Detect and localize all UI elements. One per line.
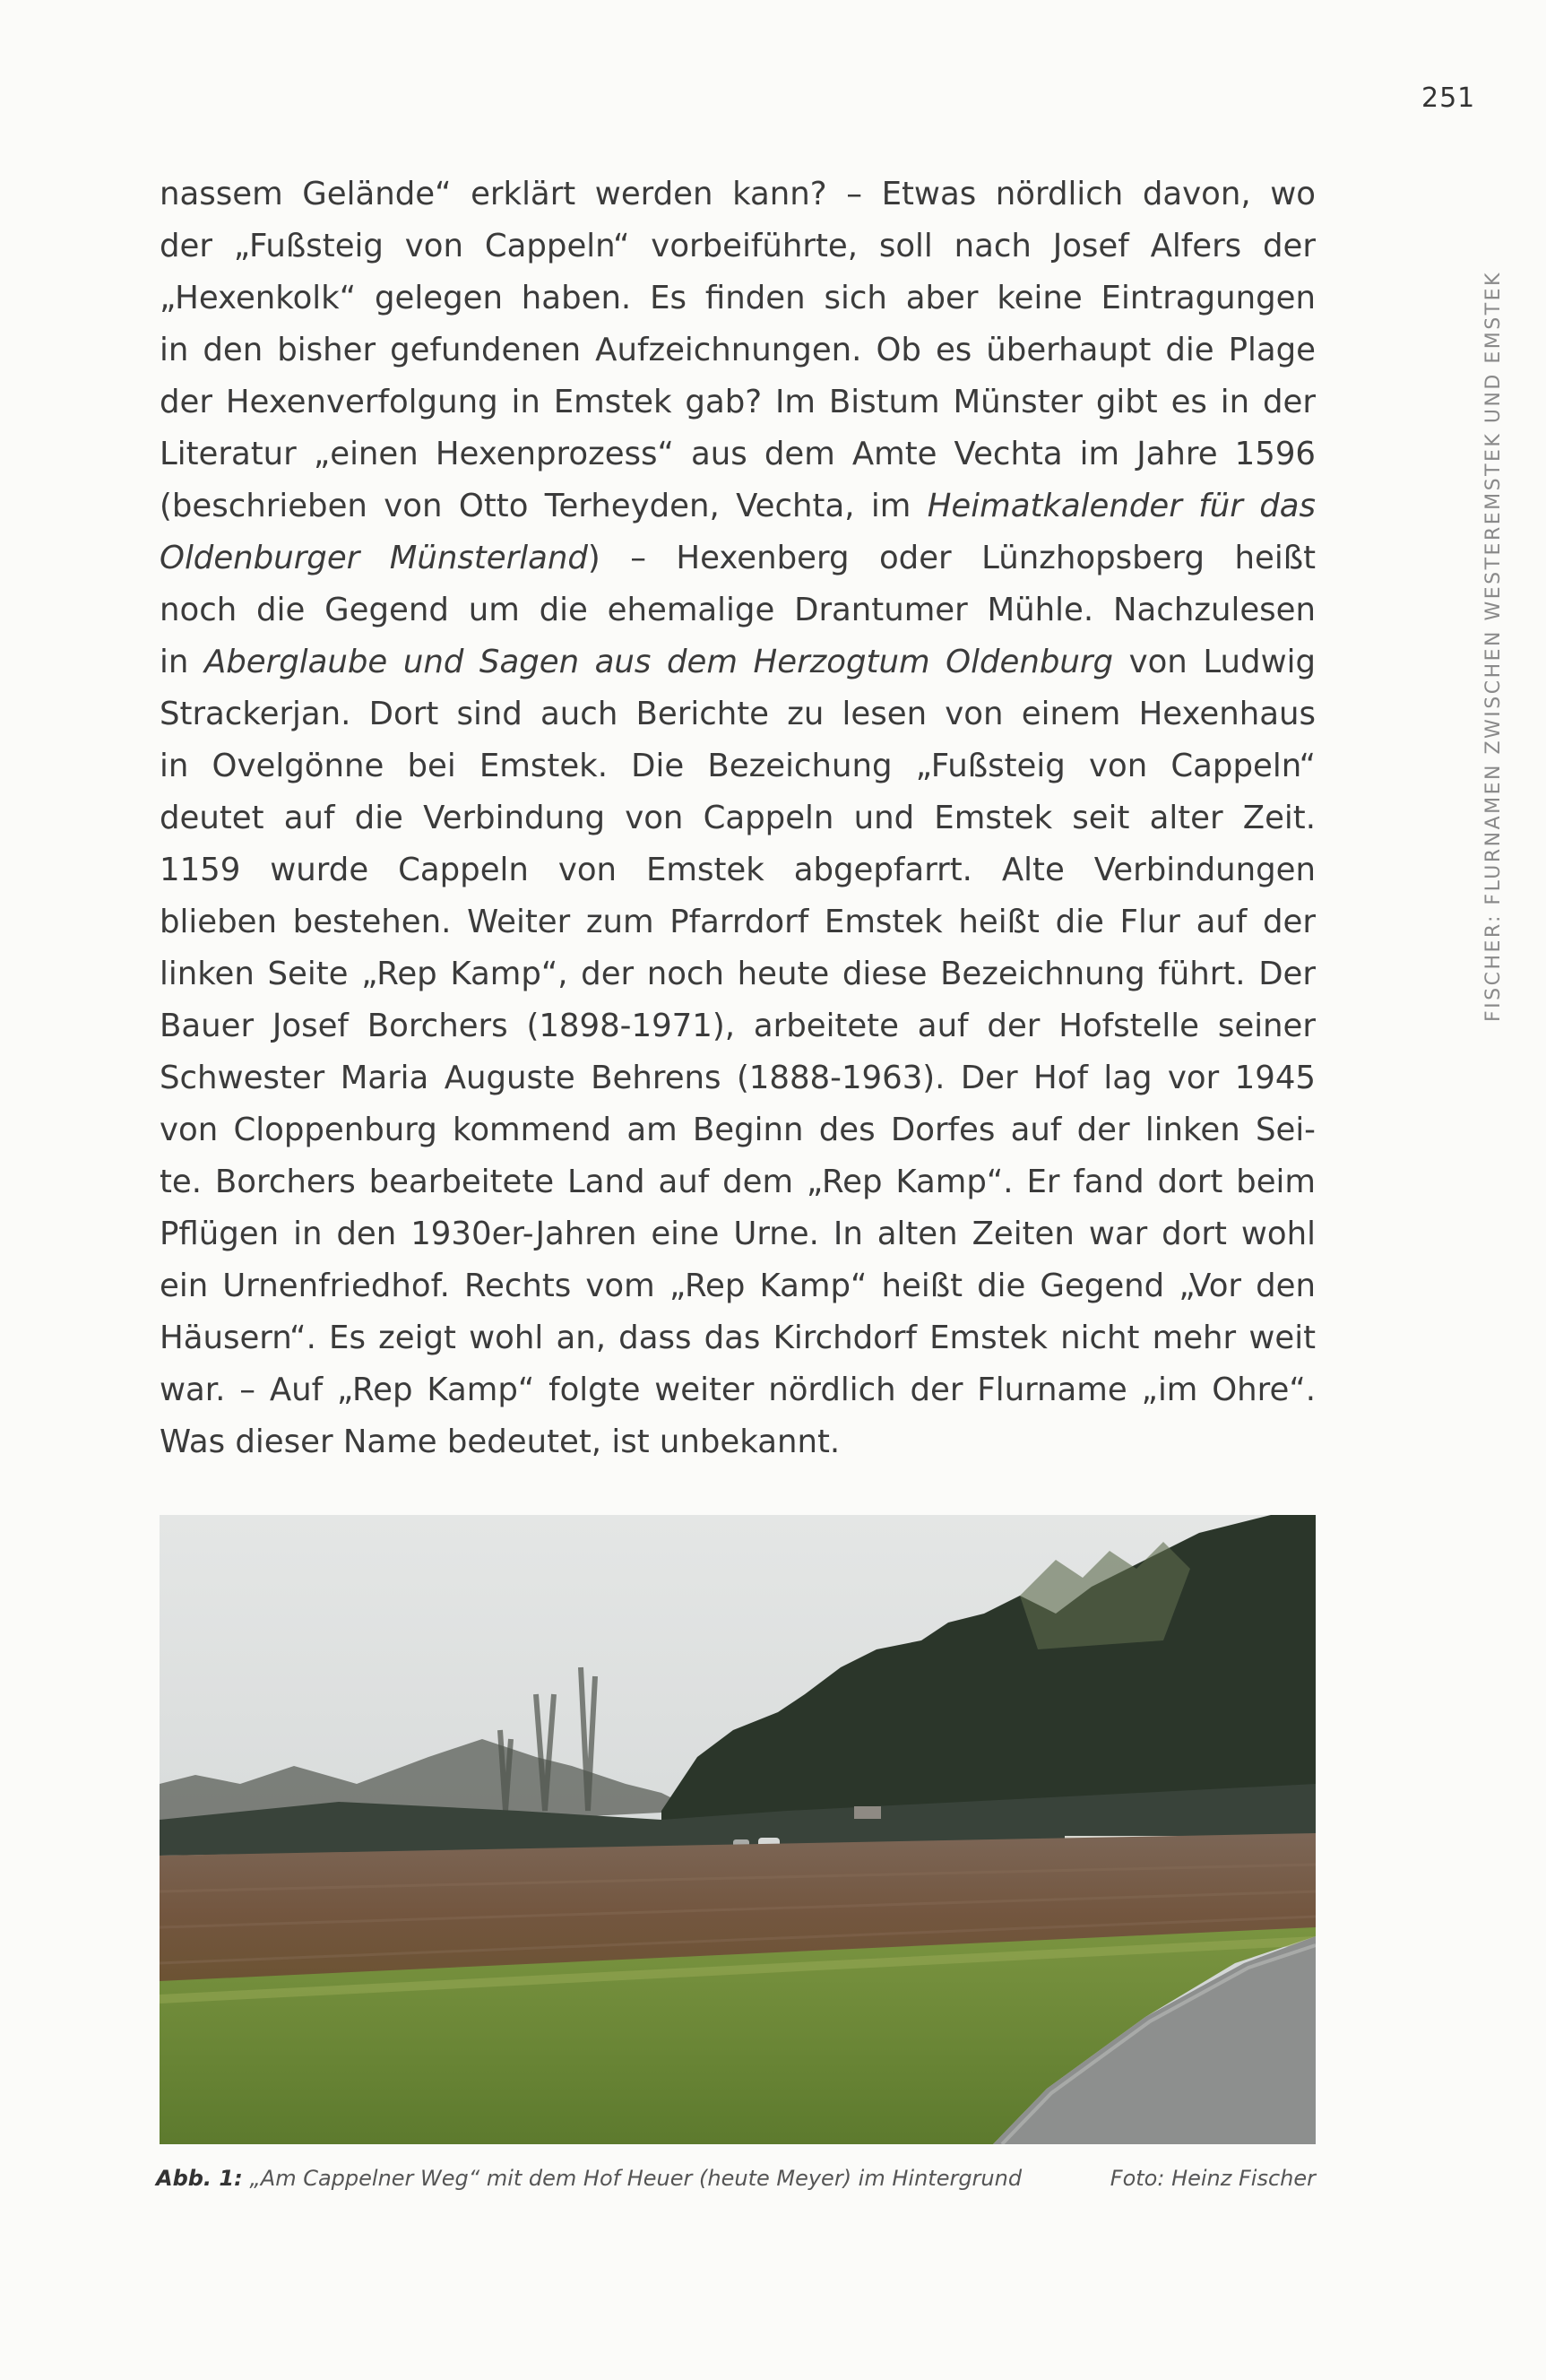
body-text-line: der Hexenverfolgung in Emstek gab? Im Bistum Münster gibt es in der [160, 384, 1316, 420]
caption-text: „Am Cappelner Weg“ mit dem Hof Heuer (heute Meyer) im Hintergrund [249, 2166, 1023, 2191]
body-text-line: deutet auf die Verbindung von Cappeln und Emstek seit alter Zeit. [160, 800, 1316, 836]
body-text-line: in Ovelgönne bei Emstek. Die Bezeichung „Fußsteig von Cappeln“ [160, 748, 1316, 784]
body-text-line: 1159 wurde Cappeln von Emstek abgepfarrt. Alte Verbindungen [160, 852, 1316, 888]
body-text-line: Pflügen in den 1930er-Jahren eine Urne. In alten Zeiten war dort wohl [160, 1216, 1316, 1252]
body-text-line: in Aberglaube und Sagen aus dem Herzogtum Oldenburg von Ludwig [160, 644, 1316, 680]
photo-credit: Foto: Heinz Fischer [1110, 2166, 1316, 2191]
body-text-line: „Hexenkolk“ gelegen haben. Es finden sich aber keine Eintragungen [160, 280, 1316, 316]
figure-photo [160, 1515, 1316, 2144]
body-text-line: ein Urnenfriedhof. Rechts vom „Rep Kamp“ heißt die Gegend „Vor den [160, 1268, 1316, 1304]
body-text-line: noch die Gegend um die ehemalige Drantumer Mühle. Nachzulesen [160, 592, 1316, 628]
body-text-line: Literatur „einen Hexenprozess“ aus dem Amte Vechta im Jahre 1596 [160, 436, 1316, 472]
body-text-line: Bauer Josef Borchers (1898-1971), arbeitete auf der Hofstelle seiner [160, 1008, 1316, 1044]
body-text-line: Oldenburger Münsterland) – Hexenberg oder Lünzhopsberg heißt [160, 540, 1316, 576]
body-text-line: blieben bestehen. Weiter zum Pfarrdorf Emstek heißt die Flur auf der [160, 904, 1316, 940]
body-text-line: nassem Gelände“ erklärt werden kann? – Etwas nördlich davon, wo [160, 176, 1316, 212]
body-text-line: Strackerjan. Dort sind auch Berichte zu lesen von einem Hexenhaus [160, 696, 1316, 732]
body-text-line: von Cloppenburg kommend am Beginn des Dorfes auf der linken Sei- [160, 1112, 1316, 1148]
body-text-line: in den bisher gefundenen Aufzeichnungen. Ob es überhaupt die Plage [160, 332, 1316, 368]
body-text-line: te. Borchers bearbeitete Land auf dem „Rep Kamp“. Er fand dort beim [160, 1164, 1316, 1200]
body-text-line: Schwester Maria Auguste Behrens (1888-1963). Der Hof lag vor 1945 [160, 1060, 1316, 1096]
body-text-line: Häusern“. Es zeigt wohl an, dass das Kirchdorf Emstek nicht mehr weit [160, 1320, 1316, 1356]
body-text-line: (beschrieben von Otto Terheyden, Vechta, im Heimatkalender für das [160, 488, 1317, 524]
page-number: 251 [1421, 82, 1476, 114]
running-head: FISCHER: FLURNAMEN ZWISCHEN WESTEREMSTEK UND EMSTEK [1482, 271, 1505, 1022]
body-text-line: linken Seite „Rep Kamp“, der noch heute diese Bezeichnung führt. Der [160, 956, 1316, 992]
body-text-line: war. – Auf „Rep Kamp“ folgte weiter nördlich der Flurname „im Ohre“. [160, 1372, 1316, 1408]
body-text-line: Was dieser Name bedeutet, ist unbekannt. [160, 1424, 841, 1460]
figure-caption [156, 2166, 1316, 2191]
body-text [160, 169, 1316, 1468]
caption-label: Abb. 1: [156, 2166, 243, 2191]
body-text-line: der „Fußsteig von Cappeln“ vorbeiführte, soll nach Josef Alfers der [160, 228, 1316, 264]
landscape-photo [160, 1515, 1316, 2144]
